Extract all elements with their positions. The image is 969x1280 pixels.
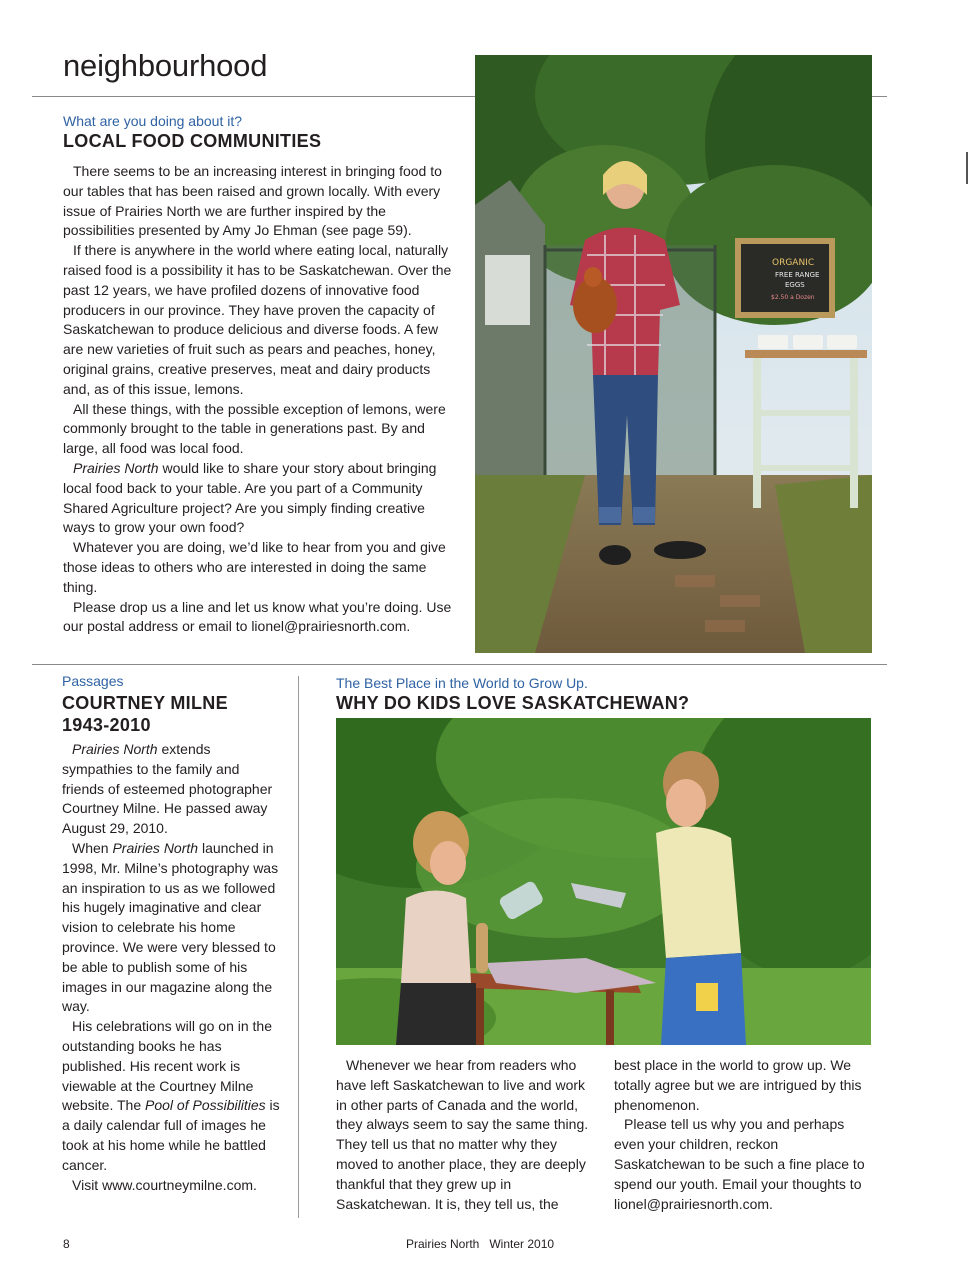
passages-headline-name: COURTNEY MILNE	[62, 693, 228, 713]
middle-divider	[32, 664, 887, 665]
paragraph-text: extends sympathies to the family and friends of esteemed photographer Courtney Milne. He passed away August 29, 2010.	[62, 741, 273, 837]
local-food-article	[63, 113, 458, 637]
paragraph: There seems to be an increasing interest in bringing food to our tables that has been raised and grown locally. With every issue of Prairies North we are further inspired by the possibilities presented by Amy Jo Ehman (see page 59).	[63, 163, 442, 239]
column-divider	[298, 676, 299, 1218]
paragraph	[62, 740, 284, 839]
edge-mark	[966, 152, 968, 184]
magazine-name: Prairies North	[112, 839, 199, 856]
kids-body-col2	[614, 1056, 872, 1214]
local-food-body	[63, 162, 458, 637]
paragraph: Whenever we hear from readers who have left Saskatchewan to live and work in other parts of Canada and the world, they always seem to say the same thing. They tell us that no matter why they moved to another place, they are deeply thankful that they grew up in Saskatchewan. It is, they tell us, the	[336, 1057, 589, 1212]
paragraph: Visit www.courtneymilne.com.	[72, 1176, 257, 1193]
local-food-headline: LOCAL FOOD COMMUNITIES	[63, 131, 322, 151]
calendar-title: Pool of Possibilities	[145, 1097, 266, 1114]
kids-headline: WHY DO KIDS LOVE SASKATCHEWAN?	[336, 693, 690, 713]
paragraph-text: When	[72, 839, 113, 856]
paragraph	[63, 459, 458, 538]
paragraph: Please drop us a line and let us know what you’re doing. Use our postal address or email to lionel@prairiesnorth.com.	[63, 598, 452, 635]
paragraph: best place in the world to grow up. We totally agree but we are intrigued by this phenomenon.	[614, 1057, 862, 1113]
paragraph: All these things, with the possible exception of lemons, were commonly brought to the table in generations past. By and large, all food was local food.	[63, 400, 446, 457]
passages-body	[62, 740, 284, 1195]
kids-kicker: The Best Place in the World to Grow Up.	[336, 675, 588, 691]
page-number: 8	[63, 1237, 70, 1251]
paragraph-text: launched in 1998, Mr. Milne’s photography was an inspiration to us as we followed his hugely imaginative and clear vision to celebrate his home province. We were very blessed to be able to publish some of his images in our magazine along the way.	[62, 839, 279, 1015]
kids-article-header	[336, 675, 876, 714]
paragraph: If there is anywhere in the world where eating local, naturally raised food is a possibility it has to be Saskatchewan. Over the past 12 years, we have profiled dozens of innovative food producers in our province. They have proven the capacity of Saskatchewan to produce delicious and diverse foods. A few are new varieties of fruit such as pears and peaches, honey, original grains, creative preserves, meat and dairy products and, as of this issue, lemons.	[63, 242, 452, 397]
sign-line-2: FREE RANGE	[775, 271, 820, 279]
paragraph-text: is a daily calendar full of images he took at his home while he battled cancer.	[62, 1097, 280, 1173]
sign-line-4: $2.50 a Dozen	[771, 294, 815, 301]
passages-article	[62, 673, 284, 1195]
passages-headline-years: 1943-2010	[62, 715, 151, 735]
passages-kicker: Passages	[62, 673, 124, 689]
paragraph-text: would like to share your story about bringing local food back to your table. Are you part of a Community Shared Agriculture project? Are you simply finding creative ways to grow your own food?	[63, 459, 437, 536]
paragraph: Whatever you are doing, we’d like to hear from you and give those ideas to others who are interested in doing the same thing.	[63, 539, 446, 595]
sign-line-1: ORGANIC	[772, 258, 815, 268]
magazine-name: Prairies North	[73, 459, 159, 476]
paragraph	[62, 839, 284, 1017]
issue-date: Winter 2010	[489, 1237, 555, 1251]
local-food-kicker: What are you doing about it?	[63, 113, 243, 129]
section-title: neighbourhood	[63, 48, 268, 83]
farm-photo	[475, 55, 872, 653]
kids-photo	[336, 718, 871, 1045]
footer-publication	[406, 1237, 554, 1251]
sign-line-3: EGGS	[785, 281, 805, 289]
paragraph: Please tell us why you and perhaps even your children, reckon Saskatchewan to be such a fine place to spend our youth. Email your thoughts to lionel@prairiesnorth.com.	[614, 1116, 865, 1212]
paragraph	[62, 1017, 284, 1175]
magazine-name: Prairies North	[72, 741, 158, 757]
publication-name: Prairies North	[406, 1237, 480, 1251]
paragraph-text: His celebrations will go on in the outstanding books he has published. His recent work is viewable at the Courtney Milne website. The	[62, 1018, 272, 1114]
kids-body-col1	[336, 1056, 589, 1214]
passages-headline	[62, 692, 284, 736]
